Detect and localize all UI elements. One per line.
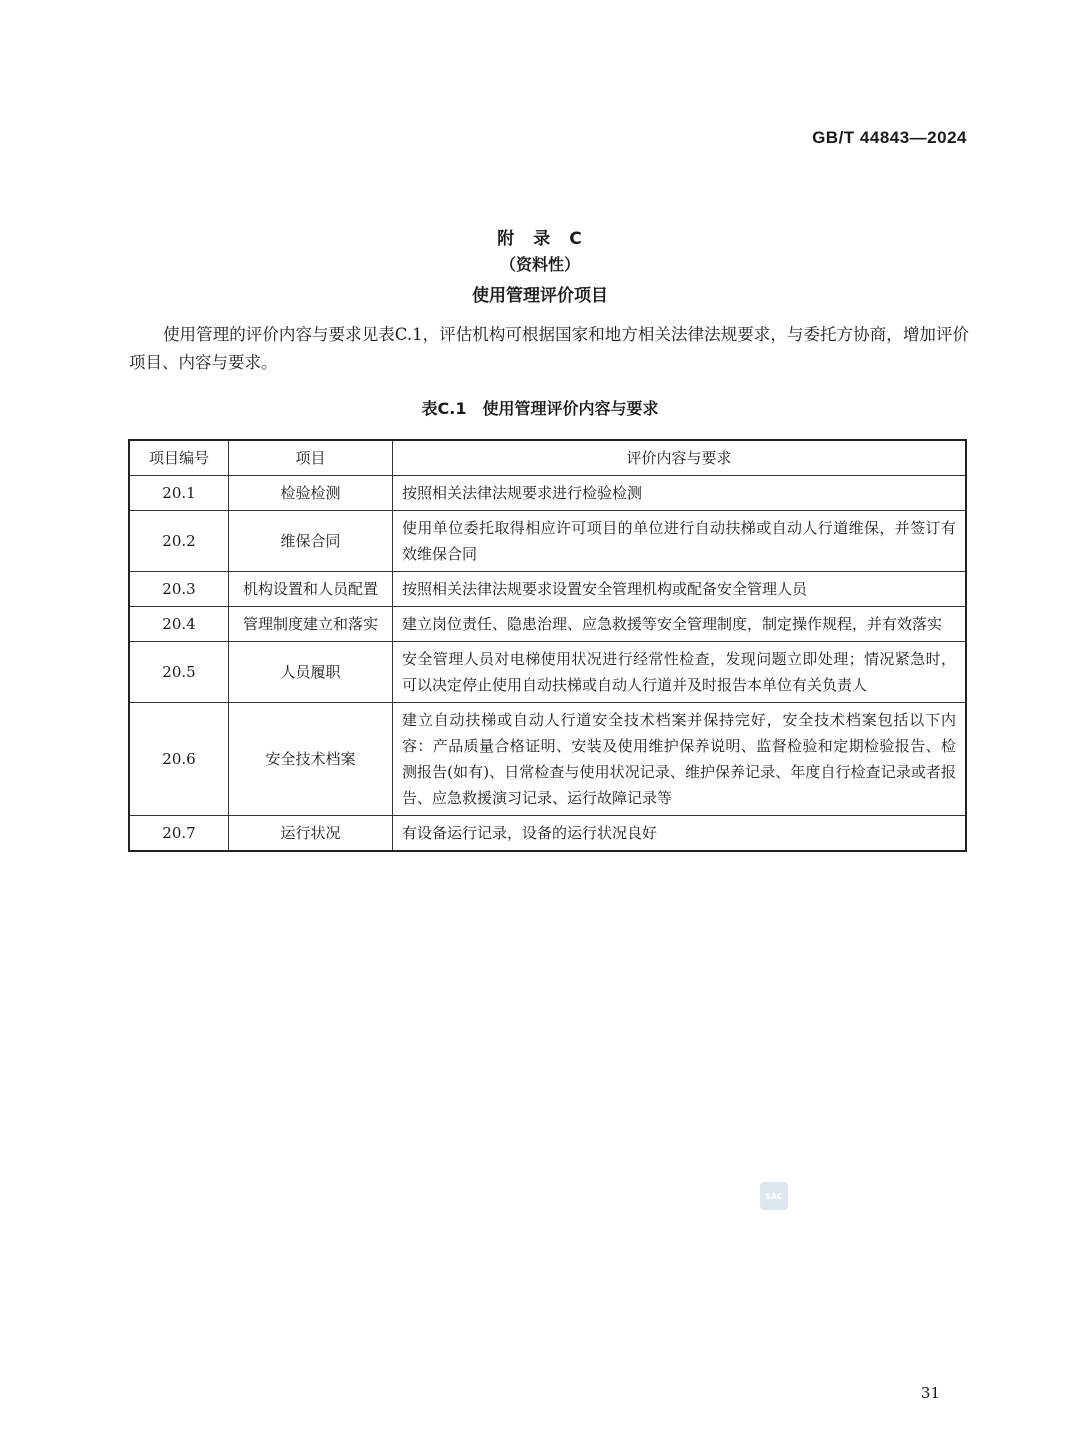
table-row <box>129 703 966 816</box>
annex-type: （资料性） <box>499 255 580 274</box>
row-code: 20.3 <box>129 572 229 607</box>
row-requirement: 有设备运行记录，设备的运行状况良好 <box>393 816 967 852</box>
table-header-row <box>129 440 966 476</box>
header-requirement: 评价内容与要求 <box>393 440 967 476</box>
table-row <box>129 642 966 703</box>
header-code: 项目编号 <box>129 440 229 476</box>
row-requirement: 建立岗位责任、隐患治理、应急救援等安全管理制度，制定操作规程，并有效落实 <box>393 607 967 642</box>
annex-title: 附 录 C <box>497 229 583 249</box>
row-requirement: 使用单位委托取得相应许可项目的单位进行自动扶梯或自动人行道维保，并签订有效维保合同 <box>393 511 967 572</box>
row-item: 安全技术档案 <box>229 703 393 816</box>
row-item: 机构设置和人员配置 <box>229 572 393 607</box>
row-code: 20.2 <box>129 511 229 572</box>
row-code: 20.7 <box>129 816 229 852</box>
table-row <box>129 572 966 607</box>
row-item: 人员履职 <box>229 642 393 703</box>
row-item: 检验检测 <box>229 476 393 511</box>
row-requirement: 建立自动扶梯或自动人行道安全技术档案并保持完好，安全技术档案包括以下内容：产品质量合格证明、安装及使用维护保养说明、监督检验和定期检验报告、检测报告(如有)、日常检查与使用状况记录、维护保养记录、年度自行检查记录或者报告、应急救援演习记录、运行故障记录等 <box>393 703 967 816</box>
table-row <box>129 476 966 511</box>
row-requirement: 安全管理人员对电梯使用状况进行经常性检查，发现问题立即处理；情况紧急时，可以决定停止使用自动扶梯或自动人行道并及时报告本单位有关负责人 <box>393 642 967 703</box>
row-code: 20.6 <box>129 703 229 816</box>
standard-number: GB/T 44843—2024 <box>812 128 967 147</box>
row-code: 20.1 <box>129 476 229 511</box>
page-number: 31 <box>920 1384 940 1402</box>
row-item: 运行状况 <box>229 816 393 852</box>
row-item: 维保合同 <box>229 511 393 572</box>
table-row <box>129 607 966 642</box>
table-caption: 表C.1 使用管理评价内容与要求 <box>421 399 659 418</box>
table-row <box>129 511 966 572</box>
table-row <box>129 816 966 852</box>
row-code: 20.4 <box>129 607 229 642</box>
evaluation-table <box>128 439 967 852</box>
intro-paragraph: 使用管理的评价内容与要求见表C.1，评估机构可根据国家和地方相关法律法规要求，与委托方协商，增加评价项目、内容与要求。 <box>129 325 969 372</box>
annex-name: 使用管理评价项目 <box>472 286 608 306</box>
header-item: 项目 <box>229 440 393 476</box>
row-item: 管理制度建立和落实 <box>229 607 393 642</box>
row-requirement: 按照相关法律法规要求设置安全管理机构或配备安全管理人员 <box>393 572 967 607</box>
row-requirement: 按照相关法律法规要求进行检验检测 <box>393 476 967 511</box>
sac-watermark-logo: SAC <box>760 1182 788 1210</box>
row-code: 20.5 <box>129 642 229 703</box>
